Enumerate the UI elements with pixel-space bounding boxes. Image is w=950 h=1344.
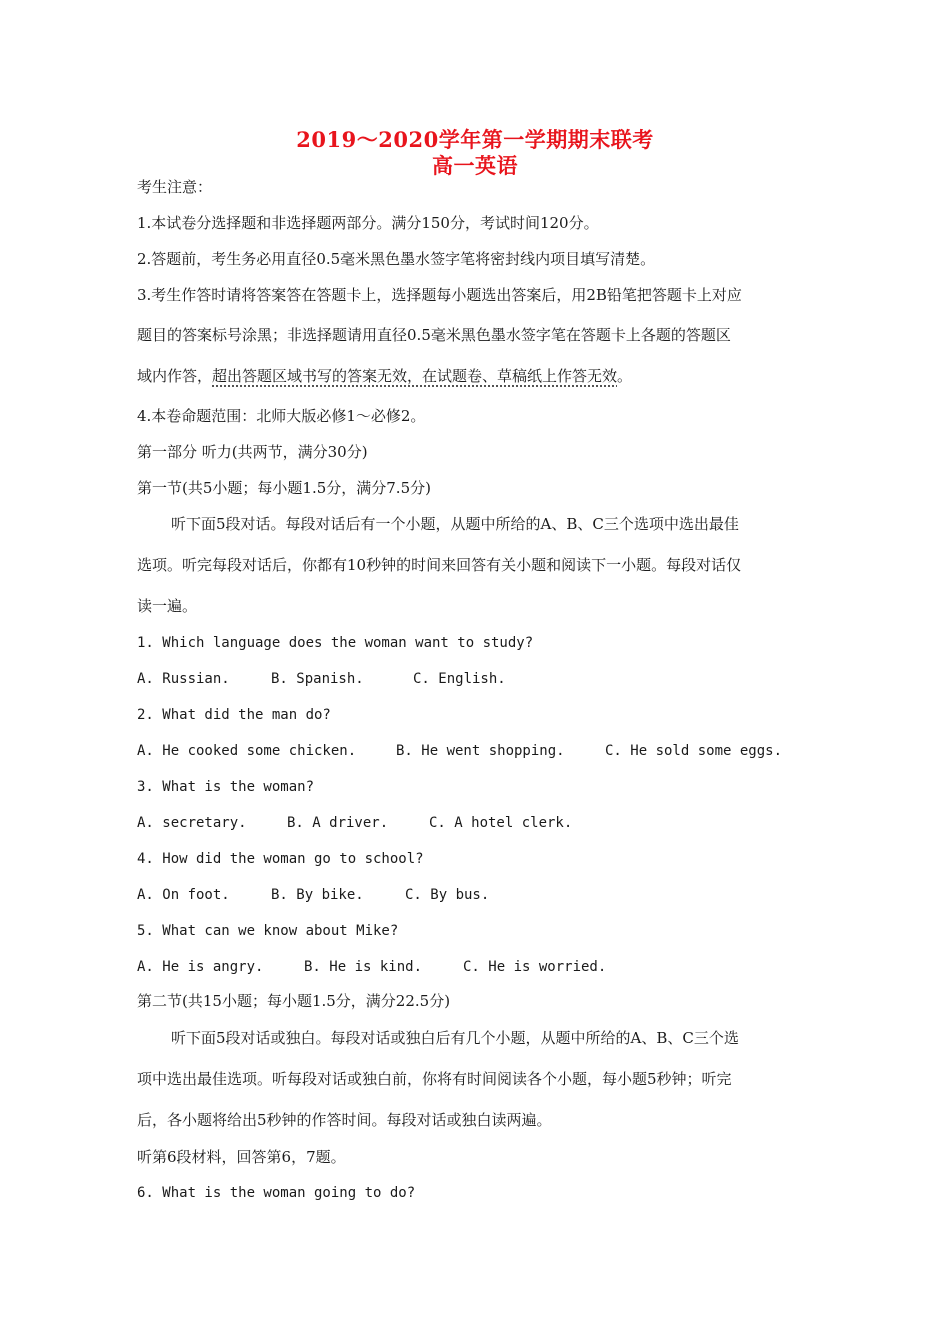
notice-text: 域内作答， bbox=[137, 367, 213, 385]
exam-title: 2019～2020学年第一学期期末联考 bbox=[296, 127, 654, 152]
question-1: 1. Which language does the woman want to study? bbox=[137, 635, 534, 651]
exam-subtitle: 高一英语 bbox=[432, 153, 518, 178]
material-6-heading: 听第6段材料，回答第6，7题。 bbox=[137, 1148, 346, 1166]
section2-heading: 第二节(共15小题；每小题1.5分，满分22.5分) bbox=[137, 992, 451, 1010]
notice-item-3: 3.考生作答时请将答案答在答题卡上，选择题每小题选出答案后，用2B铅笔把答题卡上对应 bbox=[137, 286, 742, 304]
notice-item-1: 1.本试卷分选择题和非选择题两部分。满分150分，考试时间120分。 bbox=[137, 214, 599, 232]
option-b: B. By bike. bbox=[271, 887, 364, 903]
option-c: C. English. bbox=[413, 671, 506, 687]
part1-heading: 第一部分 听力(共两节，满分30分) bbox=[137, 443, 368, 461]
section1-instructions-end: 读一遍。 bbox=[137, 597, 198, 615]
option-b: B. He is kind. bbox=[304, 959, 423, 975]
question-5: 5. What can we know about Mike? bbox=[137, 923, 399, 939]
section2-instructions-cont: 项中选出最佳选项。听每段对话或独白前，你将有时间阅读各个小题，每小题5秒钟；听完 bbox=[137, 1070, 732, 1088]
question-6: 6. What is the woman going to do? bbox=[137, 1185, 416, 1201]
section1-instructions-cont: 选项。听完每段对话后，你都有10秒钟的时间来回答有关小题和阅读下一小题。每段对话仅 bbox=[137, 556, 742, 574]
emphasis-text: 超出答题区域书写的答案无效，在试题卷、草稿纸上作答无效 bbox=[212, 367, 618, 385]
question-4: 4. How did the woman go to school? bbox=[137, 851, 424, 867]
options-5 bbox=[137, 957, 817, 977]
option-b: B. He went shopping. bbox=[396, 743, 565, 759]
notice-item-3-end bbox=[137, 366, 817, 386]
option-a: A. He cooked some chicken. bbox=[137, 743, 357, 759]
option-a: A. secretary. bbox=[137, 815, 247, 831]
option-a: A. On foot. bbox=[137, 887, 230, 903]
option-c: C. He is worried. bbox=[463, 959, 607, 975]
notice-item-2: 2.答题前，考生务必用直径0.5毫米黑色墨水签字笔将密封线内项目填写清楚。 bbox=[137, 250, 656, 268]
section1-heading: 第一节(共5小题；每小题1.5分，满分7.5分) bbox=[137, 479, 431, 497]
question-2: 2. What did the man do? bbox=[137, 707, 331, 723]
notice-item-3-cont: 题目的答案标号涂黑；非选择题请用直径0.5毫米黑色墨水签字笔在答题卡上各题的答题区 bbox=[137, 326, 731, 344]
section2-instructions: 听下面5段对话或独白。每段对话或独白后有几个小题，从题中所给的A、B、C三个选 bbox=[171, 1029, 739, 1047]
notice-heading: 考生注意： bbox=[137, 178, 213, 196]
notice-period: 。 bbox=[617, 367, 633, 385]
option-c: C. He sold some eggs. bbox=[605, 743, 783, 759]
notice-item-4: 4.本卷命题范围：北师大版必修1～必修2。 bbox=[137, 407, 426, 425]
section1-instructions: 听下面5段对话。每段对话后有一个小题，从题中所给的A、B、C三个选项中选出最佳 bbox=[171, 515, 739, 533]
options-2 bbox=[137, 741, 817, 761]
option-a: A. He is angry. bbox=[137, 959, 264, 975]
question-3: 3. What is the woman? bbox=[137, 779, 315, 795]
option-a: A. Russian. bbox=[137, 671, 230, 687]
options-4 bbox=[137, 885, 817, 905]
section2-instructions-end: 后，各小题将给出5秒钟的作答时间。每段对话或独白读两遍。 bbox=[137, 1111, 552, 1129]
option-c: C. By bus. bbox=[405, 887, 490, 903]
options-3 bbox=[137, 813, 817, 833]
option-c: C. A hotel clerk. bbox=[429, 815, 573, 831]
option-b: B. A driver. bbox=[287, 815, 389, 831]
option-b: B. Spanish. bbox=[271, 671, 364, 687]
options-1 bbox=[137, 669, 817, 689]
